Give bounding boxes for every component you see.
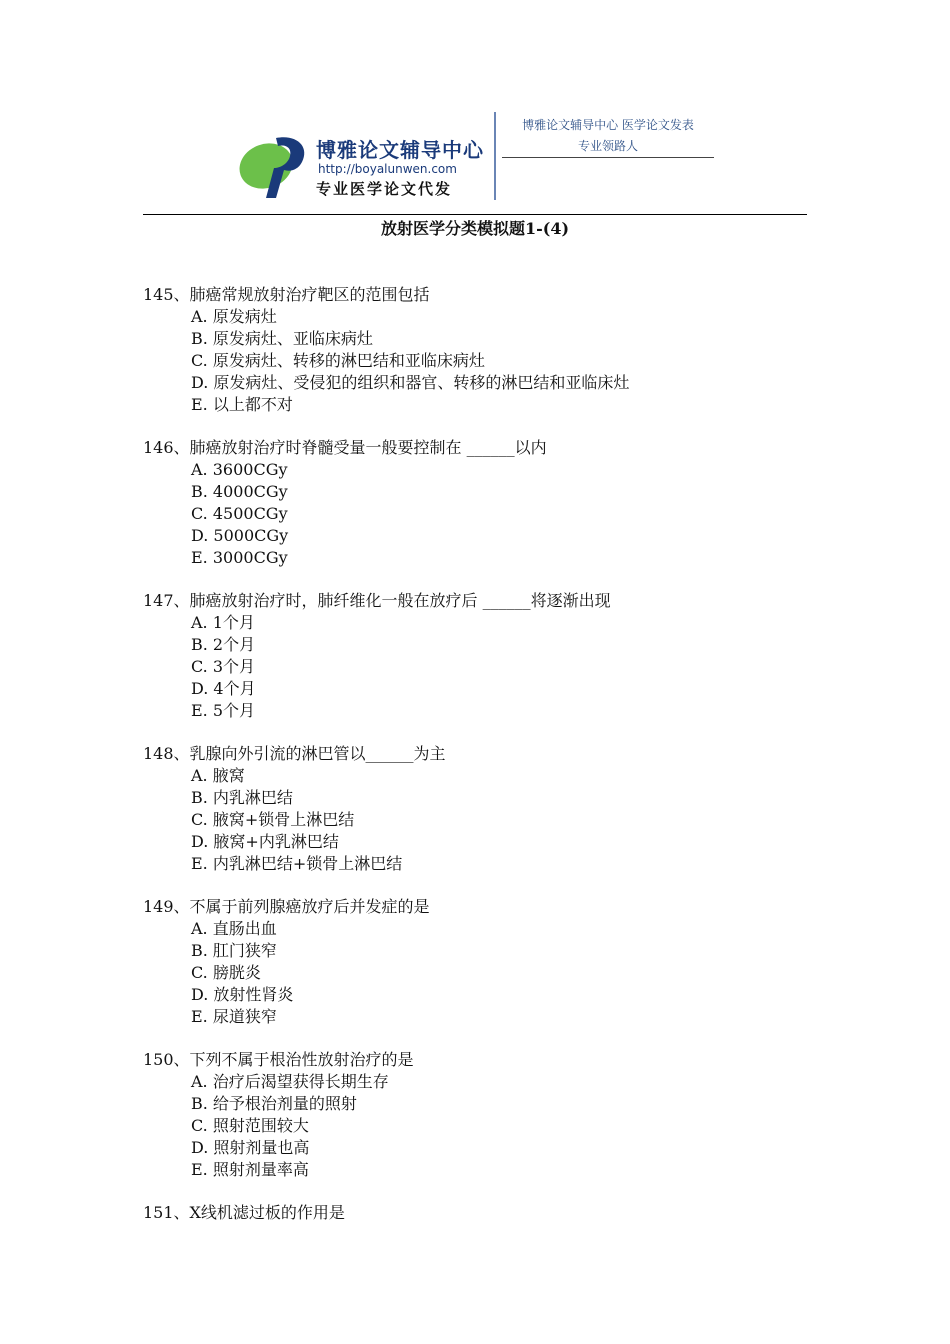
- question: [143, 896, 807, 1028]
- question: [143, 437, 807, 569]
- question-stem: 146、肺癌放射治疗时脊髓受量一般要控制在 ______以内: [143, 438, 547, 457]
- question: [143, 1202, 807, 1224]
- question-stem: 145、肺癌常规放射治疗靶区的范围包括: [143, 285, 430, 304]
- answer-option: C. 3个月: [191, 657, 256, 676]
- answer-option: B. 4000CGy: [191, 482, 288, 501]
- question: [143, 590, 807, 722]
- answer-option: A. 腋窝: [191, 766, 245, 785]
- answer-option: A. 3600CGy: [191, 460, 288, 479]
- answer-option: B. 原发病灶、亚临床病灶: [191, 329, 373, 348]
- answer-option: E. 尿道狭窄: [191, 1007, 277, 1026]
- question-list: [143, 284, 807, 1245]
- answer-option: E. 3000CGy: [191, 548, 288, 567]
- answer-option: D. 4个月: [191, 679, 256, 698]
- answer-option: C. 照射范围较大: [191, 1116, 309, 1135]
- question-stem: 150、下列不属于根治性放射治疗的是: [143, 1050, 414, 1069]
- answer-option: B. 肛门狭窄: [191, 941, 277, 960]
- answer-option: C. 原发病灶、转移的淋巴结和亚临床病灶: [191, 351, 485, 370]
- answer-option: B. 内乳淋巴结: [191, 788, 293, 807]
- logo-slogan: 专业医学论文代发: [316, 180, 453, 198]
- answer-option: D. 照射剂量也高: [191, 1138, 310, 1157]
- answer-option: A. 治疗后渴望获得长期生存: [191, 1072, 389, 1091]
- header-rule: [143, 214, 807, 215]
- answer-option: E. 内乳淋巴结+锁骨上淋巴结: [191, 854, 403, 873]
- question: [143, 1049, 807, 1181]
- header-divider: [494, 112, 496, 200]
- question-stem: 149、不属于前列腺癌放疗后并发症的是: [143, 897, 430, 916]
- answer-option: A. 直肠出血: [191, 919, 277, 938]
- answer-option: C. 4500CGy: [191, 504, 288, 523]
- header-tagline-line2: 专业领路人: [502, 137, 714, 158]
- answer-option: A. 1个月: [191, 613, 255, 632]
- answer-option: A. 原发病灶: [191, 307, 277, 326]
- answer-option: D. 放射性肾炎: [191, 985, 294, 1004]
- logo-url: http://boyalunwen.com: [318, 162, 457, 176]
- answer-option: B. 2个月: [191, 635, 256, 654]
- answer-option: E. 以上都不对: [191, 395, 293, 414]
- answer-option: B. 给予根治剂量的照射: [191, 1094, 357, 1113]
- answer-option: E. 5个月: [191, 701, 256, 720]
- answer-option: C. 腋窝+锁骨上淋巴结: [191, 810, 355, 829]
- answer-option: D. 5000CGy: [191, 526, 289, 545]
- header-tagline: [502, 116, 714, 158]
- question: [143, 743, 807, 875]
- leaf-logo-icon: [236, 128, 316, 204]
- question-stem: 151、X线机滤过板的作用是: [143, 1203, 345, 1222]
- page-title: 放射医学分类模拟题1-(4): [380, 219, 570, 238]
- answer-option: C. 膀胱炎: [191, 963, 261, 982]
- answer-option: D. 腋窝+内乳淋巴结: [191, 832, 339, 851]
- question-stem: 148、乳腺向外引流的淋巴管以______为主: [143, 744, 446, 763]
- page-header: [236, 108, 726, 208]
- question: [143, 284, 807, 416]
- answer-option: D. 原发病灶、受侵犯的组织和器官、转移的淋巴结和亚临床灶: [191, 373, 630, 392]
- question-stem: 147、肺癌放射治疗时，肺纤维化一般在放疗后 ______将逐渐出现: [143, 591, 611, 610]
- header-tagline-line1: 博雅论文辅导中心 医学论文发表: [522, 118, 694, 132]
- answer-option: E. 照射剂量率高: [191, 1160, 309, 1179]
- logo: [236, 128, 486, 204]
- logo-name: 博雅论文辅导中心: [316, 138, 484, 162]
